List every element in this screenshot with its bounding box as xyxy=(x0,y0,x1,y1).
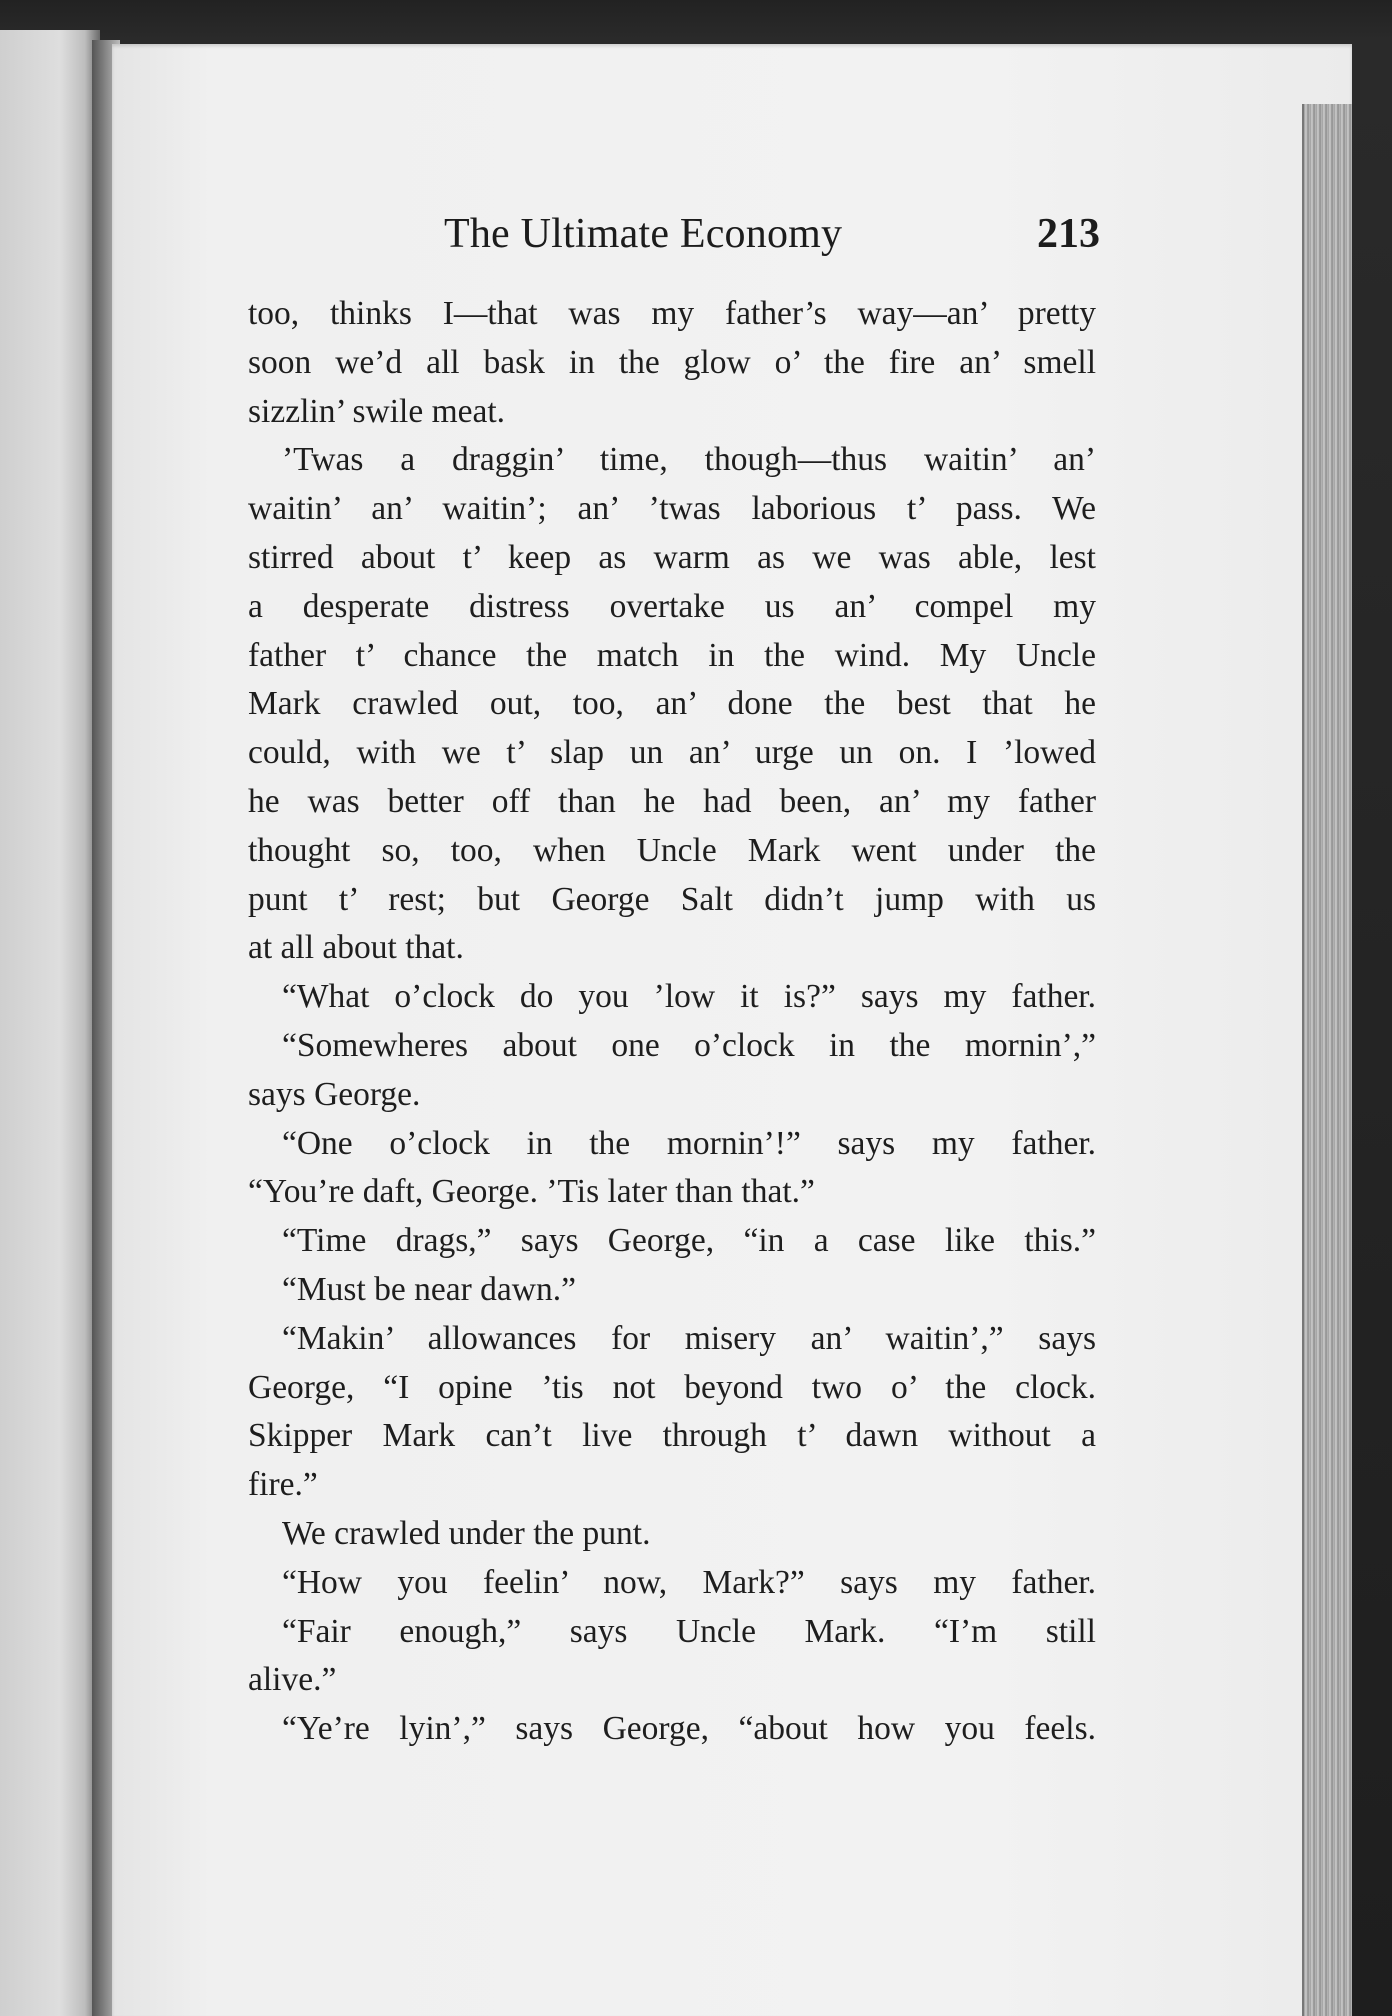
text-line: he was better off than he had been, an’ my father xyxy=(248,782,1096,820)
text-line: “Somewheres about one o’clock in the mornin’,” xyxy=(282,1026,1096,1064)
body-text xyxy=(248,290,1096,1754)
text-line: too, thinks I—that was my father’s way—an’ pretty xyxy=(248,295,1096,332)
text-line: could, with we t’ slap un an’ urge un on. I ’lowed xyxy=(248,734,1096,772)
text-line: Mark crawled out, too, an’ done the best that he xyxy=(248,685,1096,723)
text-line: sizzlin’ swile meat. xyxy=(248,392,506,430)
text-line: “Makin’ allowances for misery an’ waitin’,” says xyxy=(282,1319,1096,1357)
text-line: Skipper Mark can’t live through t’ dawn without a xyxy=(248,1417,1096,1455)
running-title: The Ultimate Economy xyxy=(444,211,843,257)
text-line: ’Twas a draggin’ time, though—thus waitin’ an’ xyxy=(282,441,1096,479)
text-line: waitin’ an’ waitin’; an’ ’twas laborious t’ pass. We xyxy=(248,490,1096,528)
text-line: punt t’ rest; but George Salt didn’t jump with us xyxy=(248,880,1096,918)
text-line: stirred about t’ keep as warm as we was able, lest xyxy=(248,538,1096,576)
text-line: “Ye’re lyin’,” says George, “about how you feels. xyxy=(282,1710,1096,1748)
text-line: “You’re daft, George. ’Tis later than that.” xyxy=(248,1173,815,1211)
text-line: says George. xyxy=(248,1075,421,1113)
text-line: “What o’clock do you ’low it is?” says my father. xyxy=(282,978,1096,1016)
text-line: We crawled under the punt. xyxy=(282,1514,651,1552)
text-line: “Must be near dawn.” xyxy=(282,1270,576,1308)
text-line: soon we’d all bask in the glow o’ the fire an’ smell xyxy=(248,343,1096,381)
text-line: “One o’clock in the mornin’!” says my father. xyxy=(282,1124,1096,1162)
text-line: “How you feelin’ now, Mark?” says my father. xyxy=(282,1563,1096,1601)
text-line: fire.” xyxy=(248,1466,318,1504)
text-line: a desperate distress overtake us an’ compel my xyxy=(248,587,1096,625)
text-line: at all about that. xyxy=(248,929,464,967)
page-edges xyxy=(1302,104,1352,2016)
text-line: father t’ chance the match in the wind. My Uncle xyxy=(248,636,1096,674)
page-number: 213 xyxy=(1037,211,1100,257)
text-line: alive.” xyxy=(248,1661,337,1699)
text-line: “Fair enough,” says Uncle Mark. “I’m still xyxy=(282,1612,1096,1650)
text-line: thought so, too, when Uncle Mark went under the xyxy=(248,831,1096,869)
running-head xyxy=(444,210,1100,270)
text-line: “Time drags,” says George, “in a case like this.” xyxy=(282,1222,1096,1260)
text-line: George, “I opine ’tis not beyond two o’ the clock. xyxy=(248,1368,1096,1406)
facing-page-edge xyxy=(0,30,100,2016)
